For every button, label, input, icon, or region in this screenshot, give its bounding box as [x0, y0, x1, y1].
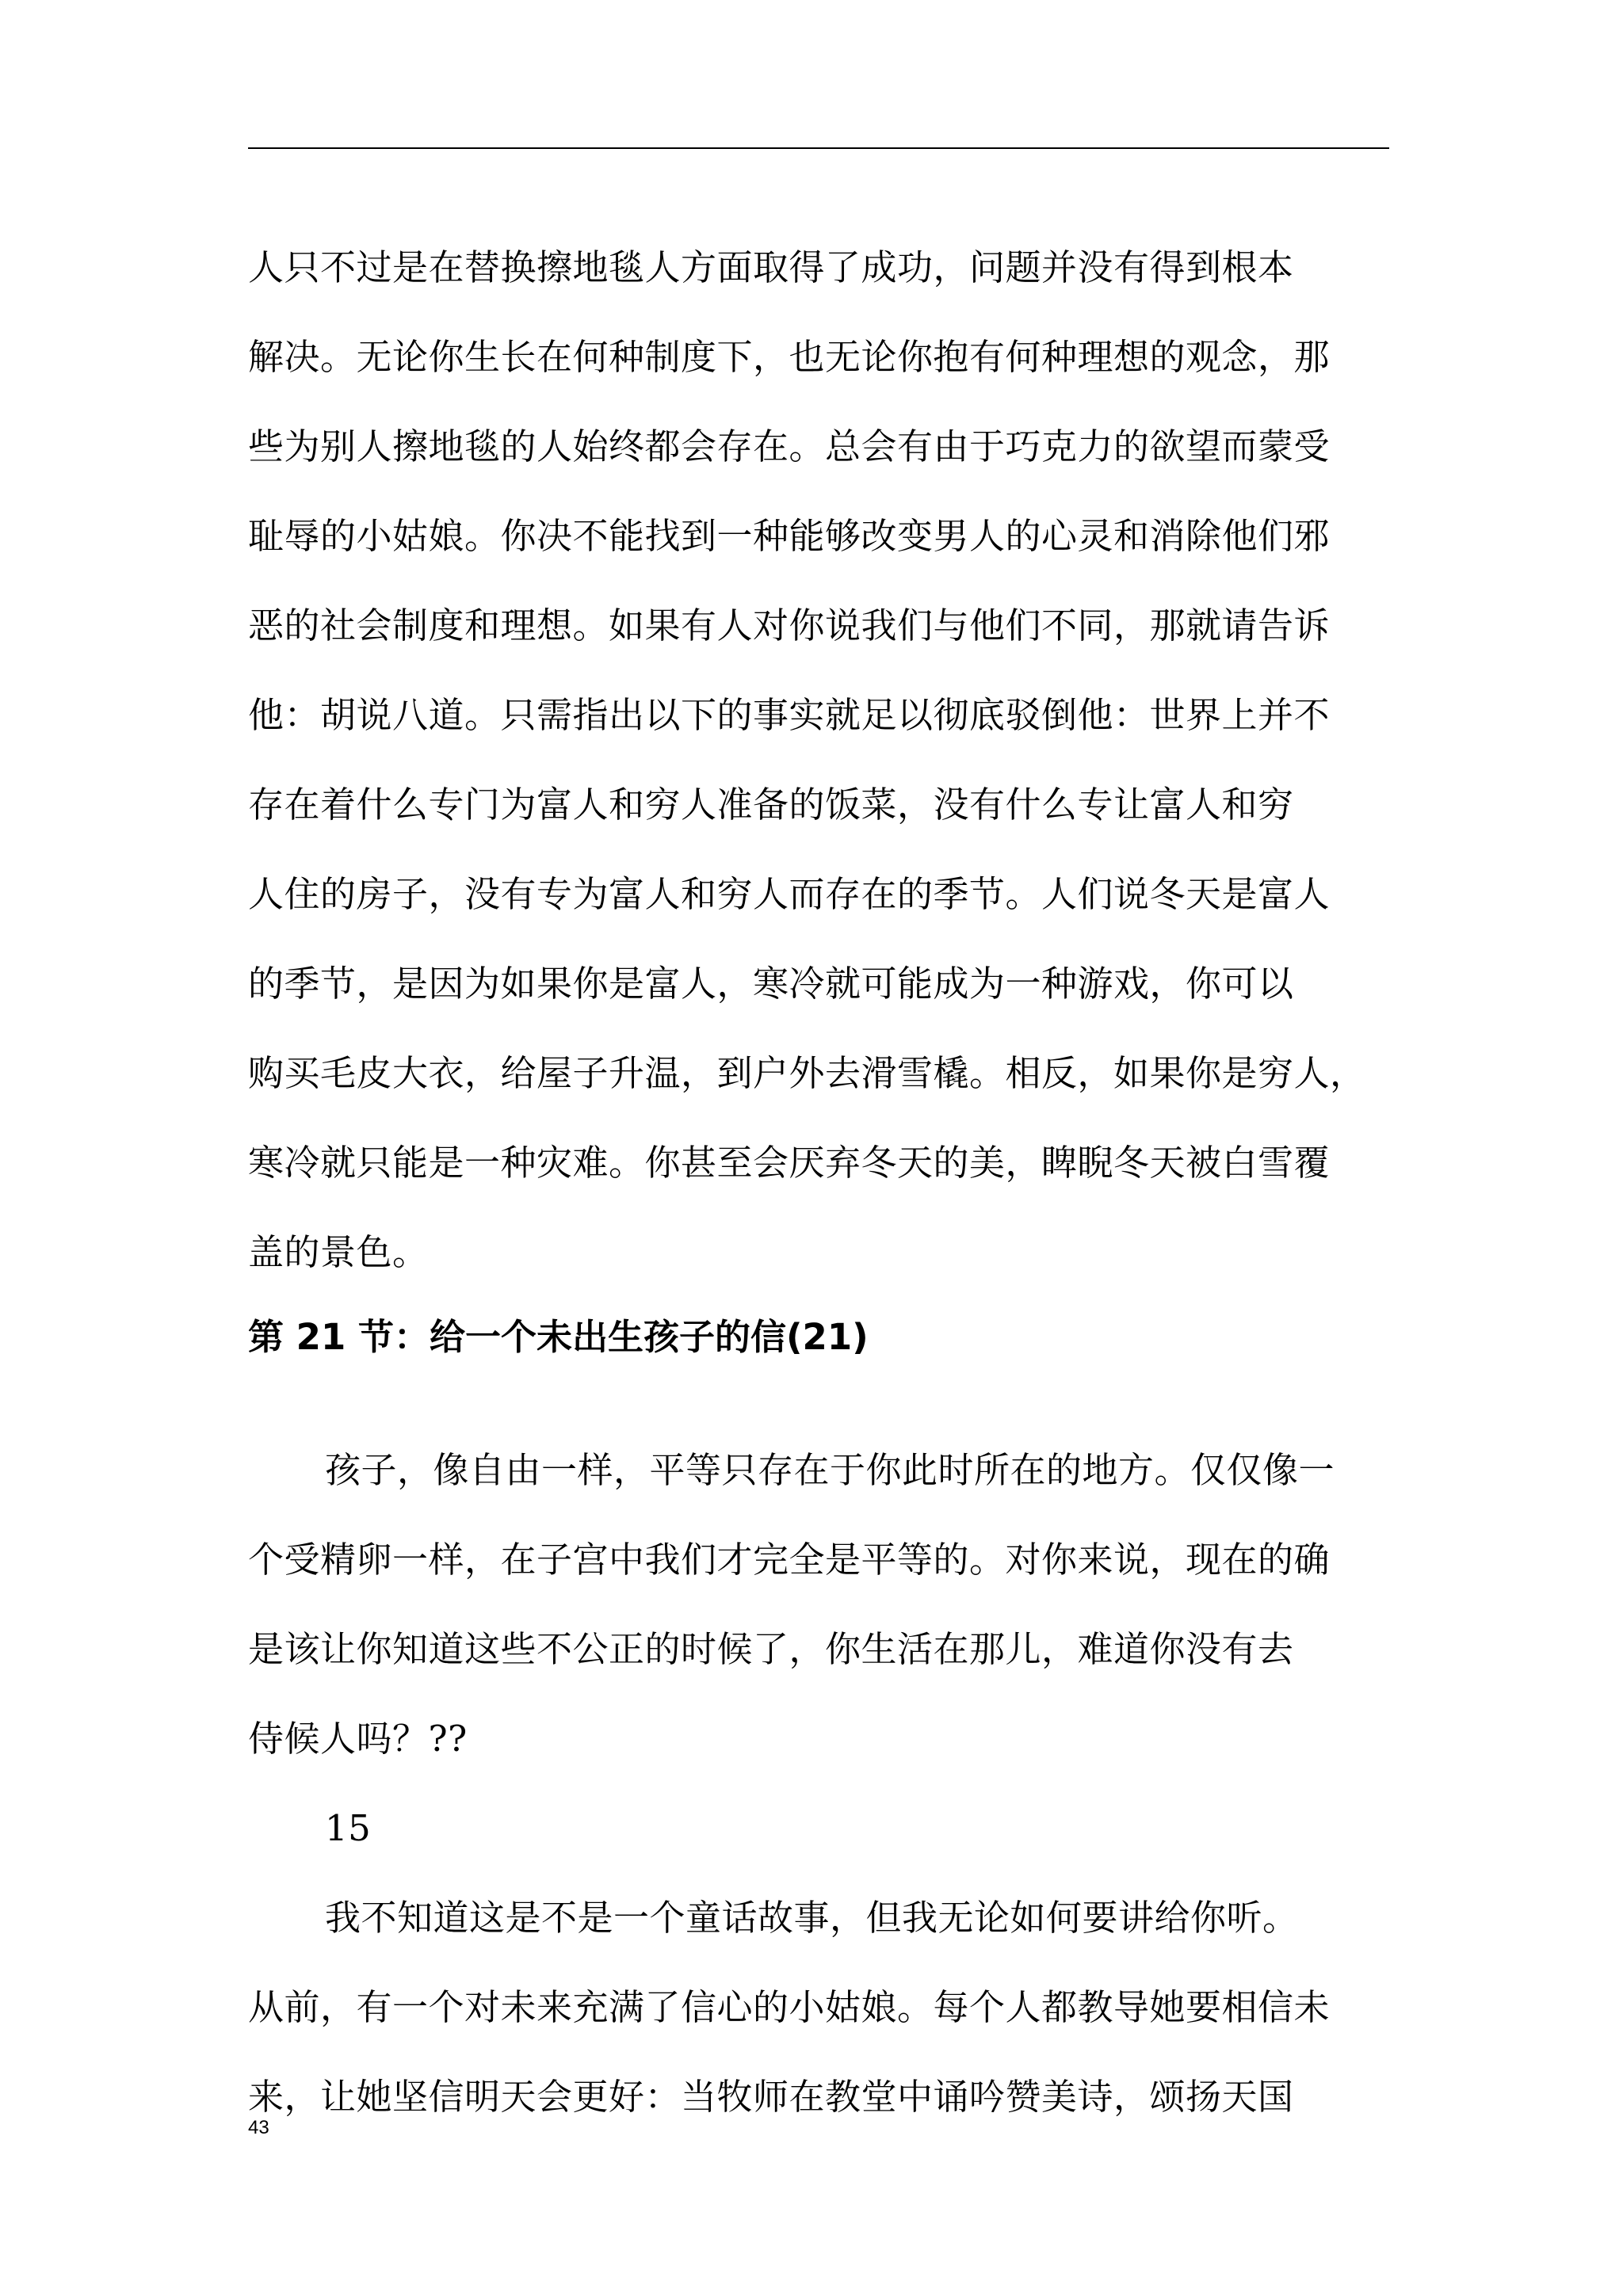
- body-text-line: 个受精卵一样，在子宫中我们才完全是平等的。对你来说，现在的确: [248, 1539, 1331, 1581]
- body-text-line: 我不知道这是不是一个童话故事，但我无论如何要讲给你听。: [325, 1897, 1299, 1939]
- body-text-line: 恶的社会制度和理想。如果有人对你说我们与他们不同，那就请告诉: [248, 605, 1331, 646]
- body-text-line: 盖的景色。: [248, 1231, 429, 1273]
- body-text-line: 孩子，像自由一样，平等只存在于你此时所在的地方。仅仅像一: [325, 1449, 1335, 1491]
- body-text-line: 是该让你知道这些不公正的时候了，你生活在那儿，难道你没有去: [248, 1628, 1294, 1670]
- body-text-line: 购买毛皮大衣，给屋子升温，到户外去滑雪橇。相反，如果你是穷人，: [248, 1052, 1366, 1094]
- body-text-line: 他：胡说八道。只需指出以下的事实就足以彻底驳倒他：世界上并不: [248, 694, 1331, 736]
- body-text-line: 人只不过是在替换擦地毯人方面取得了成功，问题并没有得到根本: [248, 246, 1294, 288]
- page-number: 43: [248, 2117, 269, 2138]
- body-text-line: 存在着什么专门为富人和穷人准备的饭菜，没有什么专让富人和穷: [248, 784, 1294, 826]
- body-text-line: 的季节，是因为如果你是富人，寒冷就可能成为一种游戏，你可以: [248, 963, 1294, 1005]
- body-text-line: 些为别人擦地毯的人始终都会存在。总会有由于巧克力的欲望而蒙受: [248, 425, 1331, 467]
- header-rule: [248, 147, 1389, 149]
- body-text-line: 解决。无论你生长在何种制度下，也无论你抱有何种理想的观念，那: [248, 336, 1331, 378]
- section-heading: 第 21 节：给一个未出生孩子的信(21): [248, 1316, 869, 1358]
- body-text-line: 来，让她坚信明天会更好：当牧师在教堂中诵吟赞美诗，颂扬天国: [248, 2076, 1294, 2118]
- body-text-line: 耻辱的小姑娘。你决不能找到一种能够改变男人的心灵和消除他们邪: [248, 515, 1331, 557]
- body-text-line: 人住的房子，没有专为富人和穷人而存在的季节。人们说冬天是富人: [248, 873, 1331, 915]
- body-text-line: 从前，有一个对未来充满了信心的小姑娘。每个人都教导她要相信未: [248, 1986, 1331, 2028]
- body-text-line: 寒冷就只能是一种灾难。你甚至会厌弃冬天的美，睥睨冬天被白雪覆: [248, 1142, 1331, 1184]
- inline-number: 15: [325, 1807, 372, 1849]
- body-text-line: 侍候人吗？??: [248, 1718, 468, 1760]
